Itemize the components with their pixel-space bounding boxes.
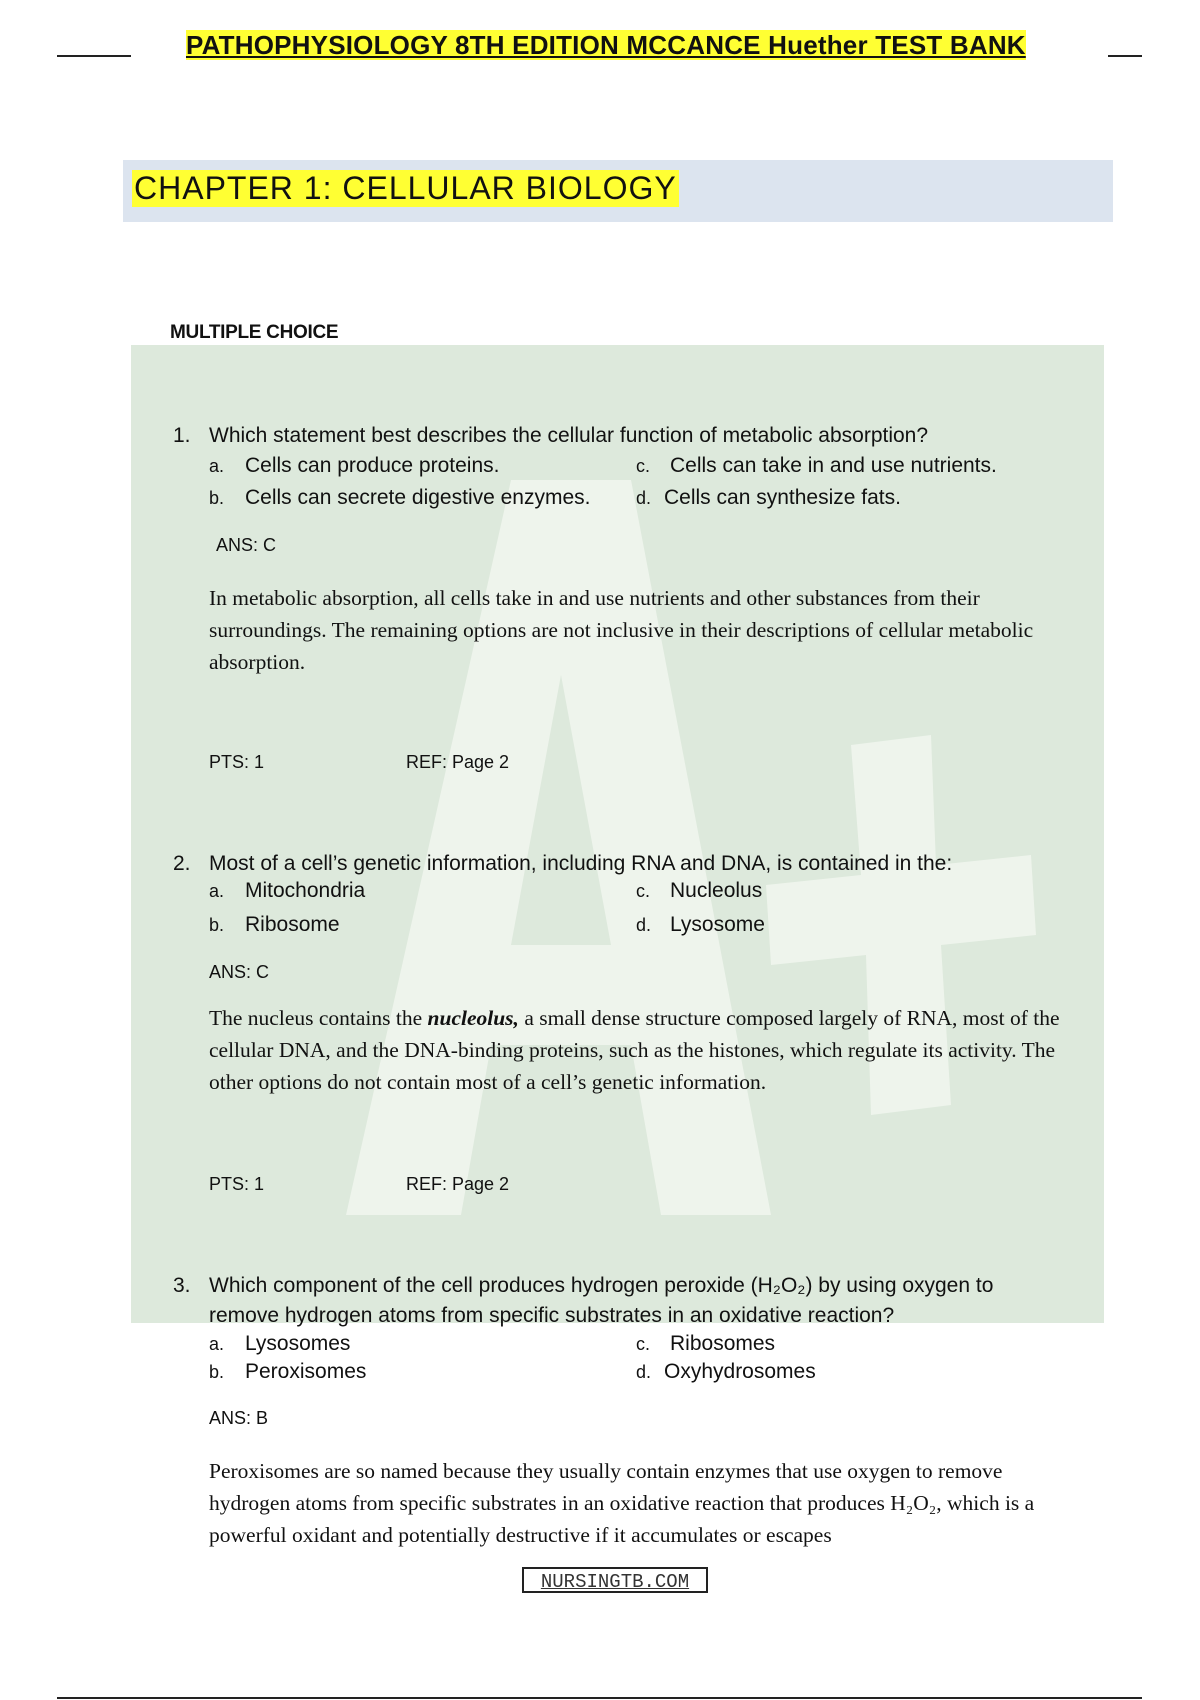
option-letter: a. — [209, 1334, 225, 1354]
option-letter: a. — [209, 881, 225, 901]
footer-brand-stamp: NURSINGTB.COM — [522, 1567, 708, 1593]
footer-rule — [57, 1697, 1142, 1699]
explanation-lead: The nucleus contains the — [209, 1006, 428, 1030]
option-text: Ribosomes — [670, 1332, 776, 1355]
reference-label: REF: Page 2 — [406, 752, 510, 772]
explanation-rest: a small dense structure composed largely of RNA, most of the cellular DNA, and the DNA-binding proteins, such as the histones, which regulate its activity. The other options do not contain most of a cell’s genetic information. — [209, 1006, 1060, 1094]
question-text-line-1: Which component of the cell produces hydrogen peroxide (H₂O₂) by using oxygen to — [209, 1274, 994, 1297]
option-text: Mitochondria — [245, 879, 366, 902]
option-text: Cells can synthesize fats. — [664, 486, 901, 509]
chapter-title: CHAPTER 1: CELLULAR BIOLOGY — [134, 170, 677, 206]
question-number: 1. — [173, 424, 191, 447]
header-title-text: PATHOPHYSIOLOGY 8TH EDITION MCCANCE Huether TEST BANK — [186, 30, 1026, 60]
explanation-emphasis: nucleolus, — [427, 1006, 519, 1030]
question-text: Which statement best describes the cellular function of metabolic absorption? — [209, 424, 929, 447]
option-letter: d. — [636, 488, 652, 508]
option-letter: d. — [636, 1362, 652, 1382]
answer-key: ANS: C — [216, 535, 277, 555]
section-label: MULTIPLE CHOICE — [170, 322, 339, 343]
question-number: 2. — [173, 852, 191, 875]
option-text: Nucleolus — [670, 879, 763, 902]
reference-label: REF: Page 2 — [406, 1174, 510, 1194]
option-letter: c. — [636, 456, 651, 476]
option-letter: d. — [636, 915, 652, 935]
option-letter: c. — [636, 881, 651, 901]
answer-key: ANS: B — [209, 1408, 269, 1428]
option-text: Lysosomes — [245, 1332, 351, 1355]
points-label: PTS: 1 — [209, 752, 265, 772]
points-label: PTS: 1 — [209, 1174, 265, 1194]
option-letter: a. — [209, 456, 225, 476]
option-letter: b. — [209, 1362, 225, 1382]
option-text: Oxyhydrosomes — [664, 1360, 816, 1383]
option-letter: b. — [209, 488, 225, 508]
option-letter: c. — [636, 1334, 651, 1354]
option-text: Cells can produce proteins. — [245, 454, 500, 477]
option-text: Cells can secrete digestive enzymes. — [245, 486, 591, 509]
option-letter: b. — [209, 915, 225, 935]
option-text: Lysosome — [670, 913, 765, 936]
option-text: Peroxisomes — [245, 1360, 367, 1383]
question-number: 3. — [173, 1274, 191, 1297]
option-text: Ribosome — [245, 913, 340, 936]
answer-key: ANS: C — [209, 962, 270, 982]
answer-explanation: In metabolic absorption, all cells take in and use nutrients and other substances from their surroundings. The remaining options are not inclusive in their descriptions of cellular metabolic absorption. — [209, 586, 1034, 674]
question-text: Most of a cell’s genetic information, including RNA and DNA, is contained in the: — [209, 852, 953, 875]
answer-explanation — [209, 1002, 1089, 1098]
option-text: Cells can take in and use nutrients. — [670, 454, 997, 477]
answer-explanation: Peroxisomes are so named because they usually contain enzymes that use oxygen to remove hydrogen atoms from specific substrates in an oxidative reaction that produces H₂O₂, which is a powerful oxidant and potentially destructive if it accumulates or escapes — [209, 1459, 1035, 1547]
question-text-line-2: remove hydrogen atoms from specific substrates in an oxidative reaction? — [209, 1304, 895, 1327]
